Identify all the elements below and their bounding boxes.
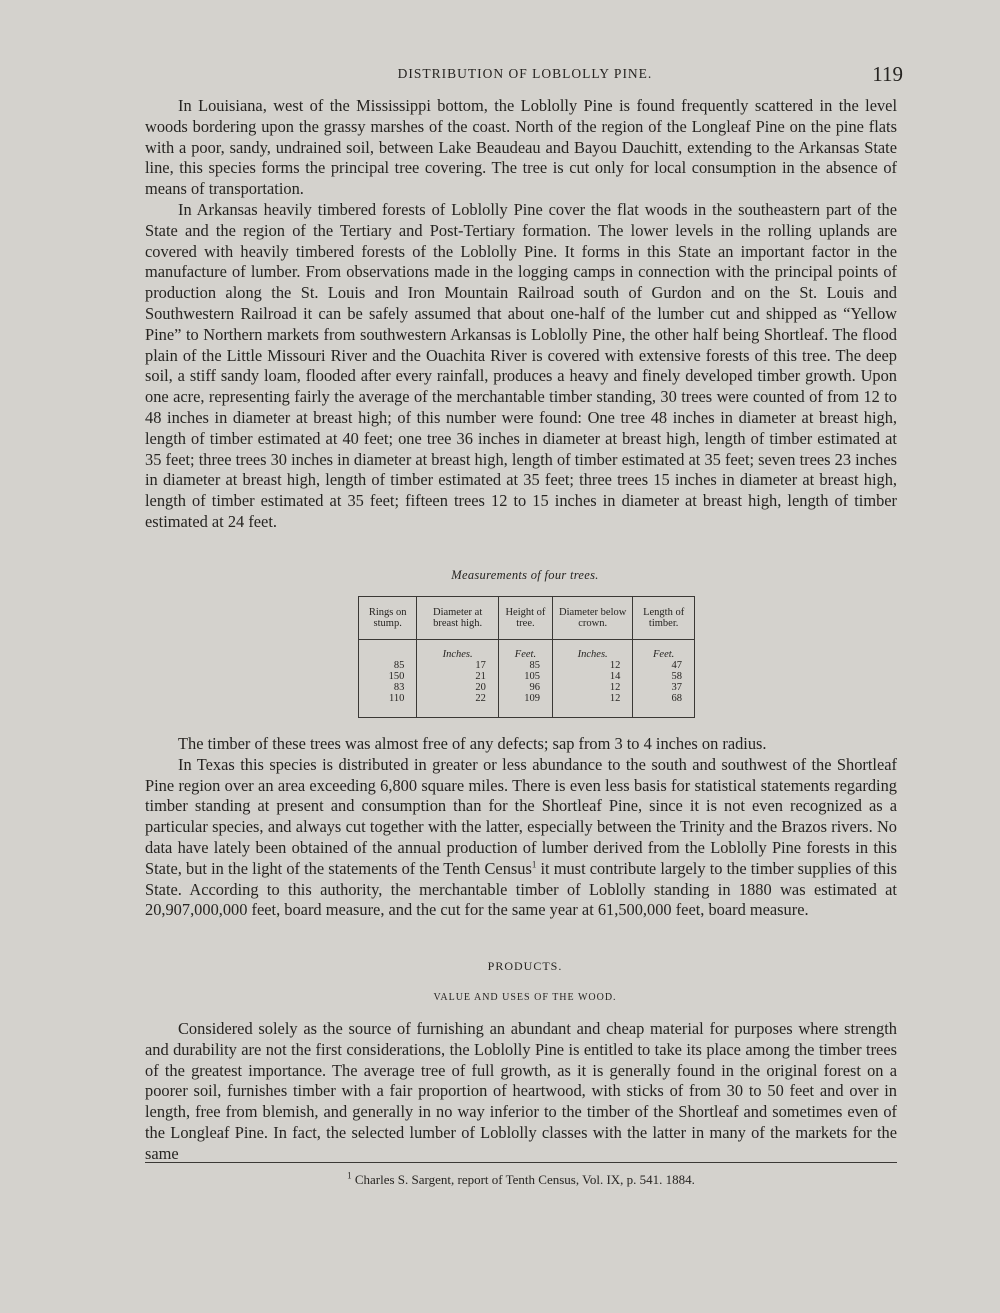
- table-row: [359, 693, 695, 704]
- column-header: Height of tree.: [498, 597, 552, 640]
- table-header-row: [359, 597, 695, 640]
- table-cell: 58: [671, 671, 682, 682]
- column-header: Diameter at breast high.: [417, 597, 499, 640]
- body-text-bottom: [145, 1019, 897, 1165]
- footnote-divider: [145, 1162, 897, 1163]
- page-header: [145, 62, 905, 86]
- column-header: Diameter below crown.: [553, 597, 633, 640]
- table-cell: 150: [359, 671, 417, 682]
- table-row: [359, 682, 695, 693]
- footnote-text: Charles S. Sargent, report of Tenth Census, Vol. IX, p. 541. 1884.: [354, 1172, 695, 1187]
- body-text-middle: [145, 734, 897, 921]
- table-cell: 17: [417, 660, 499, 671]
- column-header: Rings on stump.: [359, 597, 417, 640]
- paragraph-considered: Considered solely as the source of furnishing an abundant and cheap material for purposes where strength and durability are not the first considerations, the Loblolly Pine is entitled to take its place among the timber trees of the greatest importance. The average tree of full growth, as it is generally found in the original forest on a poorer soil, furnishes timber with a fair proportion of heartwood, with sticks of from 30 to 50 feet and over in length, free from blemish, and generally in no way inferior to the timber of the Shortleaf and sometimes even of the Longleaf Pine. In fact, the selected lumber of Loblolly classes with the latter in many of the markets for the same: [145, 1019, 897, 1163]
- table-cell: 109: [498, 693, 552, 704]
- column-header: Length of timber.: [633, 597, 695, 640]
- texas-text-before-note: In Texas this species is distributed in greater or less abundance to the south and southwest of the Shortleaf Pine region over an area exceeding 6,800 square miles. There is even less basis for statistical statements regarding timber standing at present and consumption than for the Shortleaf Pine, since it is not even recognized as a particular species, and always cut together with the latter, especially between the Trinity and the Brazos rivers. No data have lately been obtained of the annual production of lumber derived from the Loblolly Pine forests in this State, but in the light of the statements of the Tenth Census: [145, 754, 897, 878]
- unit-cell: Inches.: [553, 640, 633, 661]
- table-cell: 21: [417, 671, 499, 682]
- table-cell: 12: [553, 660, 633, 671]
- table-spacer-row: [359, 704, 695, 718]
- running-head: DISTRIBUTION OF LOBLOLLY PINE.: [397, 66, 653, 81]
- table-cell: 14: [553, 671, 633, 682]
- paragraph-defects: The timber of these trees was almost free of any defects; sap from 3 to 4 inches on radius.: [178, 734, 767, 753]
- page-number: 119: [872, 62, 903, 86]
- table-cell: 68: [671, 693, 682, 704]
- table-title: Measurements of four trees.: [451, 568, 599, 582]
- unit-cell: [359, 640, 417, 661]
- table-row: [359, 660, 695, 671]
- table-cell: 85: [359, 660, 417, 671]
- table-cell: 85: [498, 660, 552, 671]
- paragraph-texas: [145, 755, 897, 921]
- subsection-heading-value-uses: VALUE AND USES OF THE WOOD.: [433, 992, 617, 1003]
- table-cell: 47: [671, 660, 682, 671]
- table-cell: 12: [553, 682, 633, 693]
- table-row: [359, 671, 695, 682]
- table-cell: 83: [359, 682, 417, 693]
- table-cell: 22: [417, 693, 499, 704]
- unit-cell: Inches.: [417, 640, 499, 661]
- table-cell: 37: [671, 682, 682, 693]
- table-cell: 105: [498, 671, 552, 682]
- table-cell: 12: [553, 693, 633, 704]
- footnote-reference[interactable]: 1: [531, 859, 537, 870]
- table-units-row: [359, 640, 695, 661]
- footnote-mark: 1: [347, 1170, 352, 1181]
- paragraph-louisiana: In Louisiana, west of the Mississippi bottom, the Loblolly Pine is found frequently scattered in the level woods bordering upon the grassy marshes of the coast. North of the region of the Longleaf Pine on the pine flats with a poor, sandy, undrained soil, between Lake Beaudeau and Bayou Dauchitt, extending to the Arkansas State line, this species forms the principal tree covering. The tree is cut only for local consumption in the absence of means of transportation.: [145, 96, 897, 199]
- section-heading-products: PRODUCTS.: [487, 959, 563, 973]
- measurements-table: [358, 596, 695, 718]
- table-cell: 96: [498, 682, 552, 693]
- footnote: [145, 1172, 897, 1188]
- body-text-top: [145, 96, 897, 533]
- table-cell: 20: [417, 682, 499, 693]
- unit-cell: Feet.: [653, 649, 675, 660]
- paragraph-arkansas: In Arkansas heavily timbered forests of Loblolly Pine cover the flat woods in the southeastern part of the State and the region of the Tertiary and Post-Tertiary formation. The lower levels in the rolling uplands are covered with heavily timbered forests of the Loblolly Pine. It forms in this State an important factor in the manufacture of lumber. From observations made in the logging camps in connection with the principal points of production along the St. Louis and Iron Mountain Railroad south of Gurdon and on the St. Louis and Southwestern Railroad it can be safely assumed that about one-half of the lumber cut and shipped as “Yellow Pine” to Northern markets from southwestern Arkansas is Loblolly Pine, the other half being Shortleaf. The flood plain of the Little Missouri River and the Ouachita River is covered with extensive forests of this tree. The deep soil, a stiff sandy loam, flooded after every rainfall, produces a heavy and finely developed timber growth. Upon one acre, representing fairly the average of the merchantable timber standing, 30 trees were counted of from 12 to 48 inches in diameter at breast high; of this number were found: One tree 48 inches in diameter at breast high, length of timber estimated at 40 feet; one tree 36 inches in diameter at breast high, length of timber estimated at 35 feet; three trees 30 inches in diameter at breast high, length of timber estimated at 35 feet; seven trees 23 inches in diameter at breast high, length of timber estimated at 35 feet; three trees 15 inches in diameter at breast high, length of timber estimated at 35 feet; fifteen trees 12 to 15 inches in diameter at breast high, length of timber estimated at 24 feet.: [145, 199, 897, 531]
- unit-cell: Feet.: [498, 640, 552, 661]
- texas-text-after-note: it must contribute largely to the timber supplies of this State. According to this authority, the merchantable timber of Loblolly standing in 1880 was estimated at 20,907,000,000 feet, board measure, and the cut for the same year at 61,500,000 feet, board measure.: [145, 858, 898, 920]
- table-cell: 110: [359, 693, 417, 704]
